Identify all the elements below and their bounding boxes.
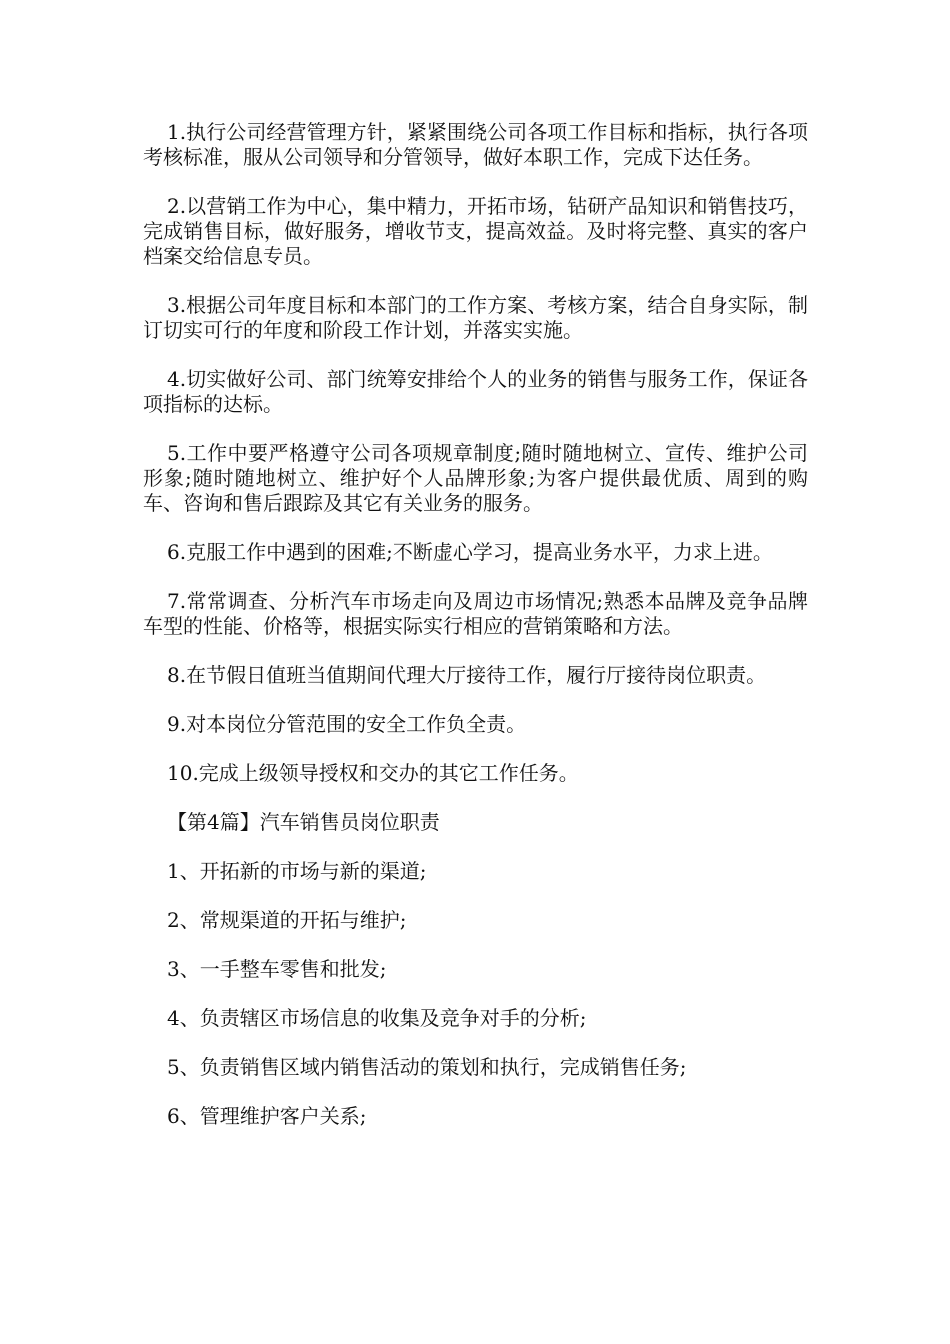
paragraph-3: 3.根据公司年度目标和本部门的工作方案、考核方案，结合自身实际，制订切实可行的年度和阶段工作计划，并落实实施。 [143,293,808,342]
duty-item-1: 1、开拓新的市场与新的渠道; [167,859,427,883]
duty-item-3: 3、一手整车零售和批发; [167,957,387,981]
section-title: 【第4篇】汽车销售员岗位职责 [167,810,440,834]
duty-item-4: 4、负责辖区市场信息的收集及竞争对手的分析; [167,1006,587,1030]
paragraph-1: 1.执行公司经营管理方针，紧紧围绕公司各项工作目标和指标，执行各项考核标准，服从公司领导和分管领导，做好本职工作，完成下达任务。 [143,120,808,169]
paragraph-10: 10.完成上级领导授权和交办的其它工作任务。 [167,761,579,785]
paragraph-7: 7.常常调查、分析汽车市场走向及周边市场情况;熟悉本品牌及竞争品牌车型的性能、价格等，根据实际实行相应的营销策略和方法。 [143,589,808,638]
duty-item-2: 2、常规渠道的开拓与维护; [167,908,407,932]
paragraph-9: 9.对本岗位分管范围的安全工作负全责。 [167,712,527,736]
paragraph-8: 8.在节假日值班当值期间代理大厅接待工作，履行厅接待岗位职责。 [167,663,767,687]
paragraph-5: 5.工作中要严格遵守公司各项规章制度;随时随地树立、宣传、维护公司形象;随时随地树立、维护好个人品牌形象;为客户提供最优质、周到的购车、咨询和售后跟踪及其它有关业务的服务。 [143,441,808,515]
document-body [143,120,808,1153]
duty-item-6: 6、管理维护客户关系; [167,1104,367,1128]
duty-item-5: 5、负责销售区域内销售活动的策划和执行，完成销售任务; [167,1055,687,1079]
paragraph-6: 6.克服工作中遇到的困难;不断虚心学习，提高业务水平，力求上进。 [167,540,773,564]
paragraph-2: 2.以营销工作为中心，集中精力，开拓市场，钻研产品知识和销售技巧，完成销售目标，做好服务，增收节支，提高效益。及时将完整、真实的客户档案交给信息专员。 [143,194,808,268]
paragraph-4: 4.切实做好公司、部门统筹安排给个人的业务的销售与服务工作，保证各项指标的达标。 [143,367,808,416]
